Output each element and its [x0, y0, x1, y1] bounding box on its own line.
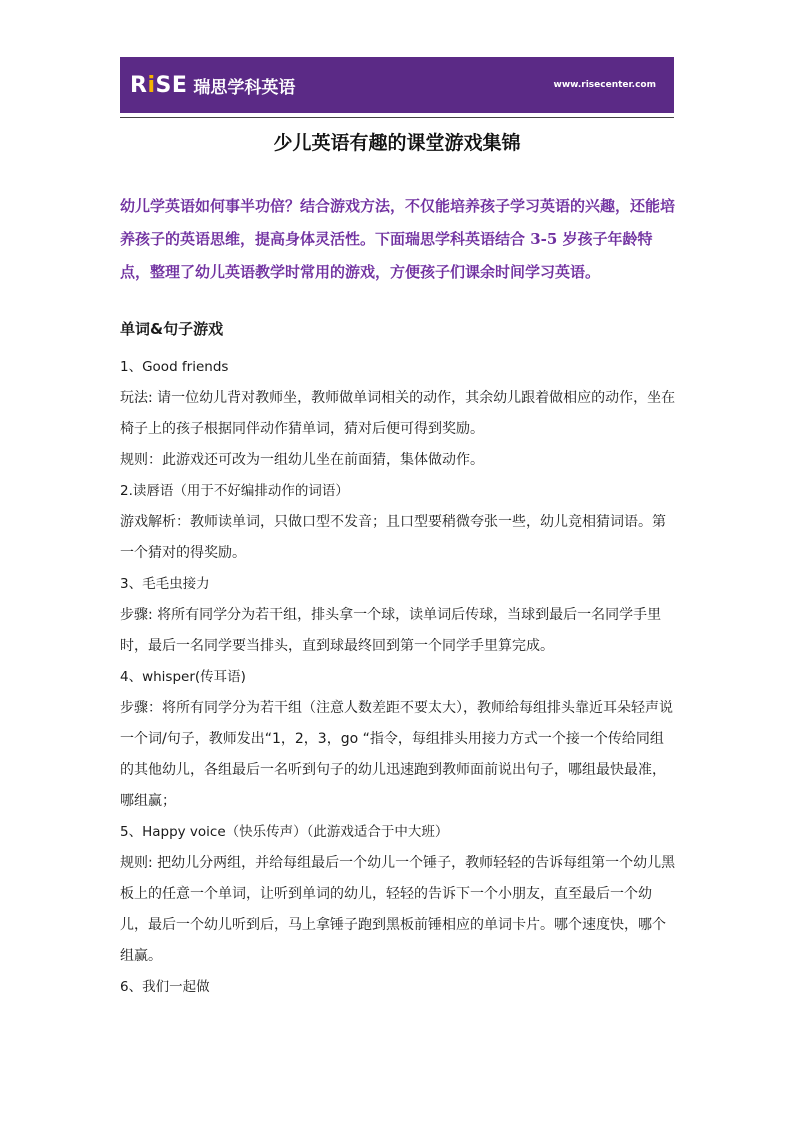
game-paragraph: 规则：此游戏还可改为一组幼儿坐在前面猜，集体做动作。 — [120, 452, 484, 468]
header-banner — [120, 57, 674, 113]
intro-paragraph: 幼儿学英语如何事半功倍？结合游戏方法，不仅能培养孩子学习英语的兴趣，还能培养孩子的英语思维，提高身体灵活性。下面瑞思学科英语结合 3-5 岁孩子年龄特点，整理了幼儿英语教学时常用的游戏，方便孩子们课余时间学习英语。 — [120, 197, 676, 281]
game-title: 5、Happy voice（快乐传声）（此游戏适合于中大班） — [120, 824, 449, 840]
section-heading: 单词&句子游戏 — [120, 320, 224, 338]
game-title: 4、whisper(传耳语) — [120, 669, 246, 685]
logo-mark: RiSE — [130, 72, 188, 98]
game-paragraph: 游戏解析：教师读单词，只做口型不发音；且口型要稍微夸张一些，幼儿竞相猜词语。第一个猜对的得奖励。 — [120, 514, 666, 561]
game-paragraph: 玩法: 请一位幼儿背对教师坐，教师做单词相关的动作，其余幼儿跟着做相应的动作，坐在椅子上的孩子根据同伴动作猜单词，猜对后便可得到奖励。 — [120, 390, 676, 437]
game-item — [120, 972, 676, 1003]
game-item — [120, 662, 676, 817]
game-item — [120, 352, 676, 476]
document-title: 少儿英语有趣的课堂游戏集锦 — [273, 132, 521, 154]
document-body — [120, 318, 676, 1003]
game-title: 1、Good friends — [120, 359, 229, 375]
game-item — [120, 476, 676, 569]
game-paragraph: 步骤: 将所有同学分为若干组，排头拿一个球，读单词后传球，当球到最后一名同学手里时，最后一名同学要当排头，直到球最终回到第一个同学手里算完成。 — [120, 607, 662, 654]
game-title: 6、我们一起做 — [120, 979, 210, 995]
game-paragraph: 步骤：将所有同学分为若干组（注意人数差距不要太大），教师给每组排头靠近耳朵轻声说一个词/句子，教师发出“1，2，3，go “指令，每组排头用接力方式一个接一个传给同组的其他幼儿，各组最后一名听到句子的幼儿迅速跑到教师面前说出句子，哪组最快最准，哪组赢； — [120, 700, 673, 809]
game-item — [120, 817, 676, 972]
game-title: 2.读唇语（用于不好编排动作的词语） — [120, 483, 349, 499]
site-url: www.risecenter.com — [553, 80, 656, 90]
game-paragraph: 规则: 把幼儿分两组，并给每组最后一个幼儿一个锤子，教师轻轻的告诉每组第一个幼儿黑板上的任意一个单词，让听到单词的幼儿，轻轻的告诉下一个小朋友，直至最后一个幼儿，最后一个幼儿听到后，马上拿锤子跑到黑板前锤相应的单词卡片。哪个速度快，哪个组赢。 — [120, 855, 676, 964]
rise-logo — [130, 73, 295, 98]
header-divider — [120, 117, 674, 118]
game-title: 3、毛毛虫接力 — [120, 576, 210, 592]
game-item — [120, 569, 676, 662]
logo-text: 瑞思学科英语 — [193, 77, 296, 98]
